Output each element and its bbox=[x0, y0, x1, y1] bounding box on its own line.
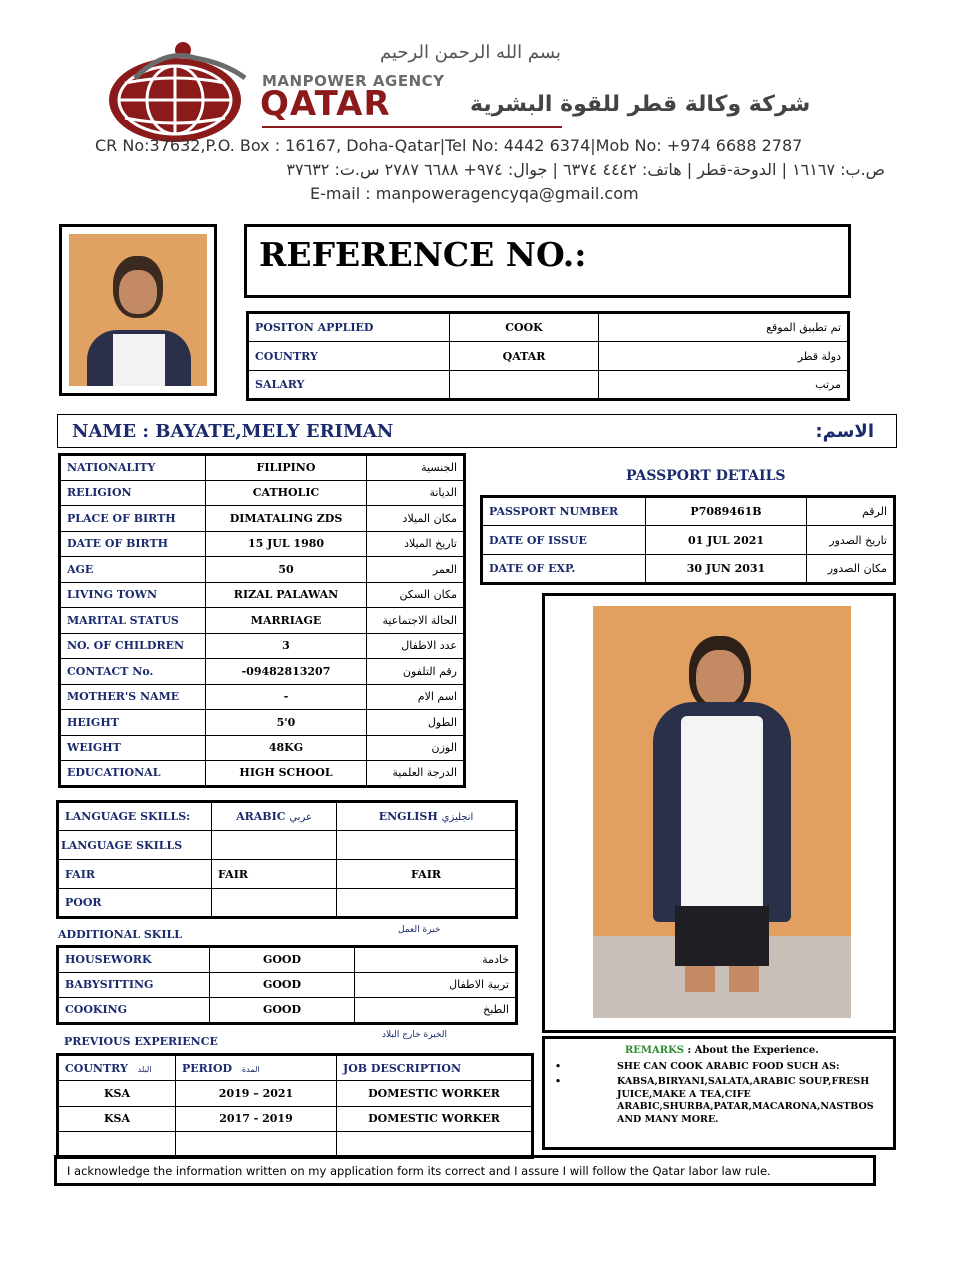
field-value: MARRIAGE bbox=[206, 608, 367, 634]
language-header-english: ENGLISH انجليزي bbox=[337, 802, 517, 831]
contact-line-ar: ص.ب: ١٦١٦٧ | الدوحة-قطر | هاتف: ٤٤٤٢ ٦٣٧٤ | جوال: ٩٧٤+ ٦٦٨٨ ٢٧٨٧ س.ت: ٣٧٦٣٢ bbox=[286, 160, 885, 179]
globe-logo-icon bbox=[95, 38, 255, 148]
field-label: AGE bbox=[60, 557, 206, 583]
field-label: HEIGHT bbox=[60, 710, 206, 736]
remarks-bullet: • SHE CAN COOK ARABIC FOOD SUCH AS: bbox=[555, 1061, 840, 1072]
reference-title: REFERENCE NO.: bbox=[259, 235, 587, 274]
table-row bbox=[60, 582, 465, 608]
acknowledgement-text: I acknowledge the information written on my application form its correct and I assure I will follow the Qatar labor law rule. bbox=[67, 1164, 771, 1178]
skill-value: GOOD bbox=[210, 998, 355, 1024]
passport-field-label-ar: تاريخ الصدور bbox=[807, 526, 895, 555]
skill-label: HOUSEWORK bbox=[58, 947, 210, 973]
experience-header-job: JOB DESCRIPTION bbox=[337, 1055, 533, 1081]
field-label-ar: رقم التلفون bbox=[367, 659, 465, 685]
skill-value: GOOD bbox=[210, 947, 355, 973]
experience-header-period: PERIOD المدة bbox=[176, 1055, 337, 1081]
name-bar bbox=[57, 414, 897, 448]
field-label-ar: الوزن bbox=[367, 735, 465, 761]
skill-label-ar: تربية الاطفال bbox=[355, 972, 517, 998]
position-label-ar: تم تطبيق الموقع bbox=[599, 313, 849, 342]
table-row bbox=[482, 555, 895, 584]
experience-title: PREVIOUS EXPERIENCE bbox=[64, 1035, 218, 1048]
field-label-ar: تاريخ الميلاد bbox=[367, 531, 465, 557]
experience-job: DOMESTIC WORKER bbox=[337, 1081, 533, 1107]
reference-box bbox=[244, 224, 851, 298]
language-header-label: LANGUAGE SKILLS: bbox=[58, 802, 212, 831]
passport-field-value: 01 JUL 2021 bbox=[646, 526, 807, 555]
letterhead bbox=[0, 0, 960, 215]
experience-job bbox=[337, 1132, 533, 1158]
additional-skill-title-ar: خبرة العمل bbox=[398, 925, 441, 935]
remarks-subtitle: : About the Experience. bbox=[687, 1045, 819, 1056]
table-row bbox=[60, 506, 465, 532]
field-label: NATIONALITY bbox=[60, 455, 206, 481]
agency-name-arabic: شركة وكالة قطر للقوة البشرية bbox=[470, 92, 811, 117]
field-value: 15 JUL 1980 bbox=[206, 531, 367, 557]
table-row bbox=[60, 761, 465, 787]
field-value: 3 bbox=[206, 633, 367, 659]
language-table bbox=[56, 800, 518, 919]
salary-label-ar: مرتب bbox=[599, 371, 849, 400]
table-row bbox=[60, 531, 465, 557]
field-label-ar: العمر bbox=[367, 557, 465, 583]
agency-name-small: MANPOWER AGENCY bbox=[262, 72, 445, 90]
field-label: LIVING TOWN bbox=[60, 582, 206, 608]
table-row bbox=[60, 633, 465, 659]
contact-line-en: CR No:37632,P.O. Box : 16167, Doha-Qatar|Tel No: 4442 6374|Mob No: +974 6688 2787 bbox=[95, 136, 803, 155]
field-label-ar: الحالة الاجتماعية bbox=[367, 608, 465, 634]
field-value: CATHOLIC bbox=[206, 480, 367, 506]
skill-value: GOOD bbox=[210, 972, 355, 998]
experience-country: KSA bbox=[58, 1081, 176, 1107]
field-label-ar: الديانة bbox=[367, 480, 465, 506]
field-value: -09482813207 bbox=[206, 659, 367, 685]
passport-title: PASSPORT DETAILS bbox=[626, 468, 786, 484]
position-label: POSITON APPLIED bbox=[248, 313, 450, 342]
language-arabic-value bbox=[212, 889, 337, 918]
experience-header-country: COUNTRY البلد bbox=[58, 1055, 176, 1081]
language-header-arabic: ARABIC عربي bbox=[212, 802, 337, 831]
table-row bbox=[58, 972, 517, 998]
field-value: FILIPINO bbox=[206, 455, 367, 481]
agency-name-big: QATAR bbox=[260, 84, 391, 124]
table-row bbox=[58, 1055, 533, 1081]
email-line: E-mail : manpoweragencyqa@gmail.com bbox=[310, 184, 639, 203]
additional-skill-table bbox=[56, 945, 518, 1025]
field-value: DIMATALING ZDS bbox=[206, 506, 367, 532]
applicant-name-ar: الاسم: bbox=[815, 421, 874, 442]
table-row bbox=[60, 710, 465, 736]
position-value: COOK bbox=[450, 313, 599, 342]
country-label: COUNTRY bbox=[248, 342, 450, 371]
field-label: MARITAL STATUS bbox=[60, 608, 206, 634]
language-english-value: FAIR bbox=[337, 860, 517, 889]
field-label: RELIGION bbox=[60, 480, 206, 506]
experience-job: DOMESTIC WORKER bbox=[337, 1106, 533, 1132]
passport-field-label: PASSPORT NUMBER bbox=[482, 497, 646, 526]
experience-period: 2017 - 2019 bbox=[176, 1106, 337, 1132]
agency-underline bbox=[262, 126, 562, 128]
salary-label: SALARY bbox=[248, 371, 450, 400]
table-row bbox=[60, 455, 465, 481]
experience-period bbox=[176, 1132, 337, 1158]
table-row bbox=[248, 371, 849, 400]
language-english-value bbox=[337, 889, 517, 918]
table-row bbox=[58, 1081, 533, 1107]
field-label-ar: اسم الام bbox=[367, 684, 465, 710]
remarks-box bbox=[542, 1036, 896, 1150]
table-row bbox=[60, 480, 465, 506]
field-value: HIGH SCHOOL bbox=[206, 761, 367, 787]
field-value: - bbox=[206, 684, 367, 710]
personal-details-table bbox=[58, 453, 466, 788]
country-label-ar: دولة قطر bbox=[599, 342, 849, 371]
field-label: DATE OF BIRTH bbox=[60, 531, 206, 557]
salary-value bbox=[450, 371, 599, 400]
table-row bbox=[58, 831, 517, 860]
language-row-label: POOR bbox=[58, 889, 212, 918]
field-label: MOTHER'S NAME bbox=[60, 684, 206, 710]
field-value: 48KG bbox=[206, 735, 367, 761]
table-row bbox=[58, 1132, 533, 1158]
passport-table bbox=[480, 495, 896, 585]
field-label: EDUCATIONAL bbox=[60, 761, 206, 787]
field-value: RIZAL PALAWAN bbox=[206, 582, 367, 608]
profile-photo bbox=[69, 234, 207, 386]
table-row bbox=[60, 659, 465, 685]
experience-country: KSA bbox=[58, 1106, 176, 1132]
table-row bbox=[60, 684, 465, 710]
skill-label-ar: الطبخ bbox=[355, 998, 517, 1024]
remarks-bullet: • KABSA,BIRYANI,SALATA,ARABIC SOUP,FRESH JUICE,MAKE A TEA,CIFE ARABIC,SHURBA,PATAR,MACARONA,NASTBOS AND MANY MORE. bbox=[555, 1076, 874, 1125]
passport-field-label: DATE OF EXP. bbox=[482, 555, 646, 584]
language-arabic-value: FAIR bbox=[212, 860, 337, 889]
table-row bbox=[248, 342, 849, 371]
language-arabic-value bbox=[212, 831, 337, 860]
table-row bbox=[482, 526, 895, 555]
position-table bbox=[246, 311, 850, 401]
remarks-heading bbox=[625, 1045, 819, 1056]
table-row bbox=[58, 802, 517, 831]
field-label-ar: مكان السكن bbox=[367, 582, 465, 608]
table-row bbox=[58, 998, 517, 1024]
field-label: NO. OF CHILDREN bbox=[60, 633, 206, 659]
bismillah-calligraphy: بسم الله الرحمن الرحيم bbox=[380, 42, 561, 63]
language-row-label: FAIR bbox=[58, 860, 212, 889]
table-row bbox=[60, 608, 465, 634]
applicant-name: NAME : BAYATE,MELY ERIMAN bbox=[72, 421, 394, 442]
country-value: QATAR bbox=[450, 342, 599, 371]
profile-photo-frame bbox=[59, 224, 217, 396]
field-value: 5'0 bbox=[206, 710, 367, 736]
passport-field-label: DATE OF ISSUE bbox=[482, 526, 646, 555]
field-label-ar: الطول bbox=[367, 710, 465, 736]
experience-title-ar: الخبرة خارج البلاد bbox=[382, 1030, 447, 1040]
experience-period: 2019 – 2021 bbox=[176, 1081, 337, 1107]
field-value: 50 bbox=[206, 557, 367, 583]
table-row bbox=[60, 557, 465, 583]
table-row bbox=[58, 1106, 533, 1132]
passport-field-value: P7089461B bbox=[646, 497, 807, 526]
experience-table bbox=[56, 1053, 534, 1159]
acknowledgement-box bbox=[54, 1155, 876, 1186]
field-label: PLACE OF BIRTH bbox=[60, 506, 206, 532]
full-body-photo bbox=[593, 606, 851, 1018]
skill-label: COOKING bbox=[58, 998, 210, 1024]
table-row bbox=[58, 947, 517, 973]
skill-label: BABYSITTING bbox=[58, 972, 210, 998]
field-label-ar: الجنسية bbox=[367, 455, 465, 481]
remarks-title: REMARKS bbox=[625, 1045, 684, 1056]
passport-field-label-ar: الرقم bbox=[807, 497, 895, 526]
table-row bbox=[248, 313, 849, 342]
language-row-label: LANGUAGE SKILLS bbox=[58, 831, 212, 860]
field-label-ar: عدد الاطفال bbox=[367, 633, 465, 659]
additional-skill-title: ADDITIONAL SKILL bbox=[58, 928, 182, 941]
language-english-value bbox=[337, 831, 517, 860]
field-label: WEIGHT bbox=[60, 735, 206, 761]
field-label: CONTACT No. bbox=[60, 659, 206, 685]
passport-field-value: 30 JUN 2031 bbox=[646, 555, 807, 584]
skill-label-ar: خادمة bbox=[355, 947, 517, 973]
passport-field-label-ar: مكان الصدور bbox=[807, 555, 895, 584]
table-row bbox=[58, 889, 517, 918]
table-row bbox=[58, 860, 517, 889]
table-row bbox=[482, 497, 895, 526]
field-label-ar: مكان الميلاد bbox=[367, 506, 465, 532]
full-body-photo-frame bbox=[542, 593, 896, 1033]
table-row bbox=[60, 735, 465, 761]
field-label-ar: الدرجة العلمية bbox=[367, 761, 465, 787]
experience-country bbox=[58, 1132, 176, 1158]
